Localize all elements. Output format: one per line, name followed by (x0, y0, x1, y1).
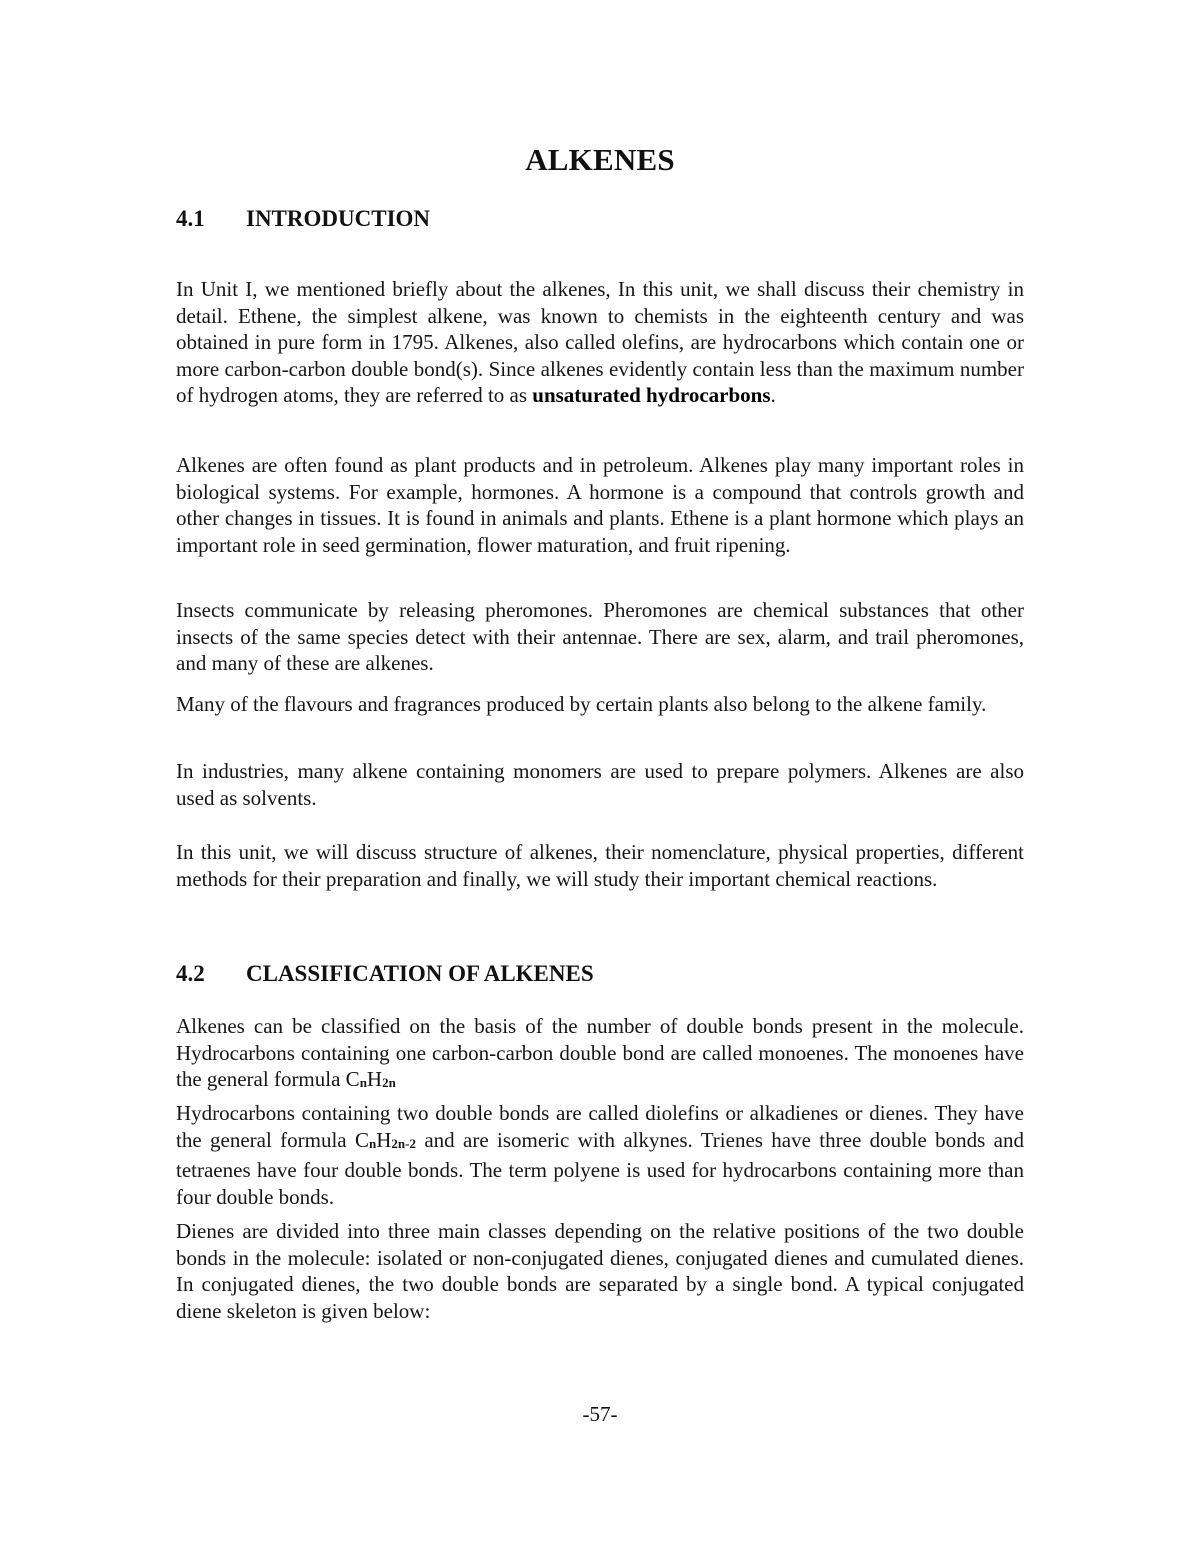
section-title: INTRODUCTION (246, 206, 431, 231)
paragraph-text: H (376, 1127, 392, 1152)
subscript: n (359, 1075, 367, 1090)
subscript: 2n (382, 1075, 396, 1090)
paragraph-text: In Unit I, we mentioned briefly about the alkenes, In this unit, we shall discuss their chemistry in detail. Ethene, the simplest alkene, was known to chemists in the eighteenth century and was obtained in pure form in 1795. Alkenes, also called olefins, are hydrocarbons which contain one or more carbon-carbon double bond(s). Since alkenes evidently contain less than the maximum number of hydrogen atoms, they are referred to as (176, 277, 1024, 407)
page-number: -57- (582, 1402, 618, 1426)
paragraph-text: . (770, 383, 776, 407)
paragraph-text: Hydrocarbons containing two double bonds are called diolefins or alkadienes or dienes. They have the general formula C (176, 1101, 1024, 1152)
bold-term: unsaturated hydrocarbons (532, 383, 771, 407)
paragraph: In this unit, we will discuss structure of alkenes, their nomenclature, physical properties, different methods for their preparation and finally, we will study their important chemical reactions. (176, 840, 1024, 891)
paragraph-text: Alkenes can be classified on the basis of the number of double bonds present in the molecule. Hydrocarbons containing one carbon-carbon double bond are called monoenes. The monoenes have the general formula C (176, 1014, 1024, 1091)
section-number: 4.2 (176, 961, 205, 986)
subscript: n (369, 1135, 377, 1151)
paragraph: In industries, many alkene containing monomers are used to prepare polymers. Alkenes are also used as solvents. (176, 759, 1024, 810)
paragraph (176, 1100, 1024, 1210)
page-title: ALKENES (525, 142, 675, 177)
section-heading-introduction (176, 206, 430, 232)
paragraph (176, 1013, 1024, 1097)
paragraph (176, 276, 1024, 409)
section-number: 4.1 (176, 206, 205, 231)
paragraph: Insects communicate by releasing pheromones. Pheromones are chemical substances that other insects of the same species detect with their antennae. There are sex, alarm, and trail pheromones, and many of these are alkenes. (176, 598, 1024, 675)
paragraph: Dienes are divided into three main classes depending on the relative positions of the two double bonds in the molecule: isolated or non-conjugated dienes, conjugated dienes and cumulated dienes. In conjugated dienes, the two double bonds are separated by a single bond. A typical conjugated diene skeleton is given below: (176, 1219, 1024, 1323)
paragraph-text: H (366, 1067, 383, 1091)
paragraph-text: and are isomeric with alkynes. Trienes have three double bonds and tetraenes have four double bonds. The term polyene is used for hydrocarbons containing more than four double bonds. (176, 1127, 1024, 1209)
subscript: 2n-2 (391, 1135, 416, 1151)
paragraph: Many of the flavours and fragrances produced by certain plants also belong to the alkene family. (176, 692, 987, 716)
section-heading-classification (176, 961, 594, 987)
section-title: CLASSIFICATION OF ALKENES (246, 961, 594, 986)
paragraph: Alkenes are often found as plant products and in petroleum. Alkenes play many important roles in biological systems. For example, hormones. A hormone is a compound that controls growth and other changes in tissues. It is found in animals and plants. Ethene is a plant hormone which plays an important role in seed germination, flower maturation, and fruit ripening. (176, 453, 1024, 557)
